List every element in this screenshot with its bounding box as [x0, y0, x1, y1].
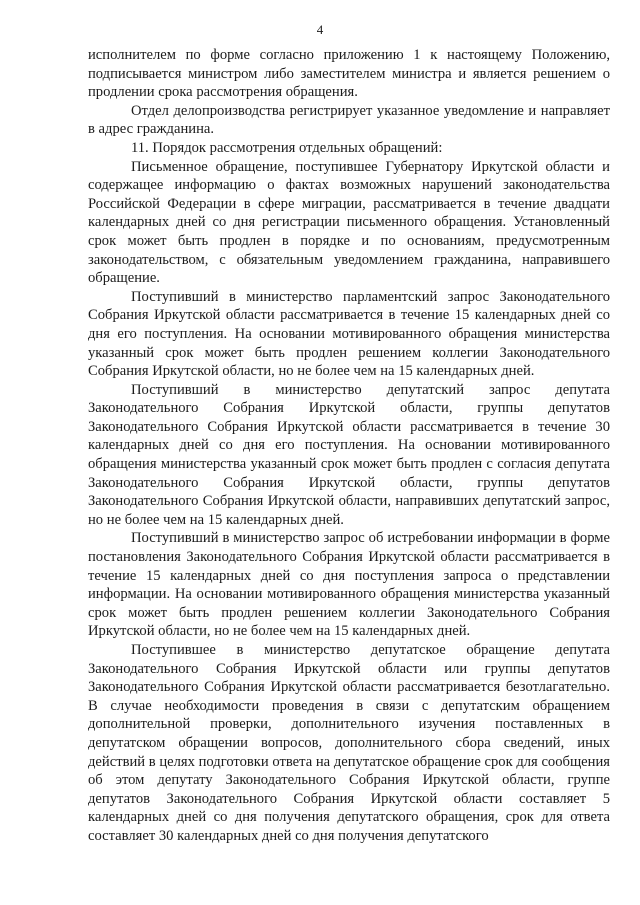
document-body [88, 46, 610, 846]
paragraph-information-request: Поступивший в министерство запрос об истребовании информации в форме постановления Законодательного Собрания Иркутской области рассматривается в течение 15 календарных дней со дня поступления запроса о представлении информации. На основании мотивированного обращения министерства указанный срок может быть продлен решением коллегии Законодательного Собрания Иркутской области, но не более чем на 15 календарных дней. [88, 530, 610, 640]
paragraph-registration-notice: Отдел делопроизводства регистрирует указанное уведомление и направляет в адрес гражданина. [88, 102, 610, 138]
paragraph-migration-appeal: Письменное обращение, поступившее Губернатору Иркутской области и содержащее информацию о фактах возможных нарушений законодательства Российской Федерации в сфере миграции, рассматривается в течение двадцати календарных дней со дня регистрации письменного обращения. Установленный срок может быть продлен в порядке и по основаниям, предусмотренным законодательством, с обязательным уведомлением гражданина, направившего обращение. [88, 158, 610, 287]
page-number: 4 [316, 22, 324, 37]
section-heading-11: 11. Порядок рассмотрения отдельных обращений: [131, 139, 443, 156]
paragraph-deputy-request: Поступивший в министерство депутатский запрос депутата Законодательного Собрания Иркутской области, группы депутатов Законодательного Собрания Иркутской области рассматривается в течение 30 календарных дней со дня его поступления. На основании мотивированного обращения министерства указанный срок может быть продлен с согласия депутата Законодательного Собрания Иркутской области, группы депутатов Законодательного Собрания Иркутской области, направивших депутатский запрос, но не более чем на 15 календарных дней. [88, 381, 610, 528]
paragraph-deputy-appeal: Поступившее в министерство депутатское обращение депутата Законодательного Собрания Иркутской области или группы депутатов Законодательного Собрания Иркутской области рассматривается безотлагательно. В случае необходимости проведения в связи с депутатским обращением дополнительной проверки, дополнительного изучения поставленных в депутатском обращении вопросов, дополнительного сбора сведений, иных действий в целях подготовки ответа на депутатское обращение срок для сообщения об этом депутату Законодательного Собрания Иркутской области, группе депутатов Законодательного Собрания Иркутской области составляет 5 календарных дней со дня получения депутатского обращения, срок для ответа составляет 30 календарных дней со дня получения депутатского [88, 642, 610, 844]
paragraph-parliamentary-request: Поступивший в министерство парламентский запрос Законодательного Собрания Иркутской области рассматривается в течение 15 календарных дней со дня его поступления. На основании мотивированного обращения министерства указанный срок может быть продлен решением коллегии Законодательного Собрания Иркутской области, но не более чем на 15 календарных дней. [88, 288, 610, 380]
paragraph-continuation: исполнителем по форме согласно приложению 1 к настоящему Положению, подписывается министром либо заместителем министра и является решением о продлении срока рассмотрения обращения. [88, 47, 610, 101]
